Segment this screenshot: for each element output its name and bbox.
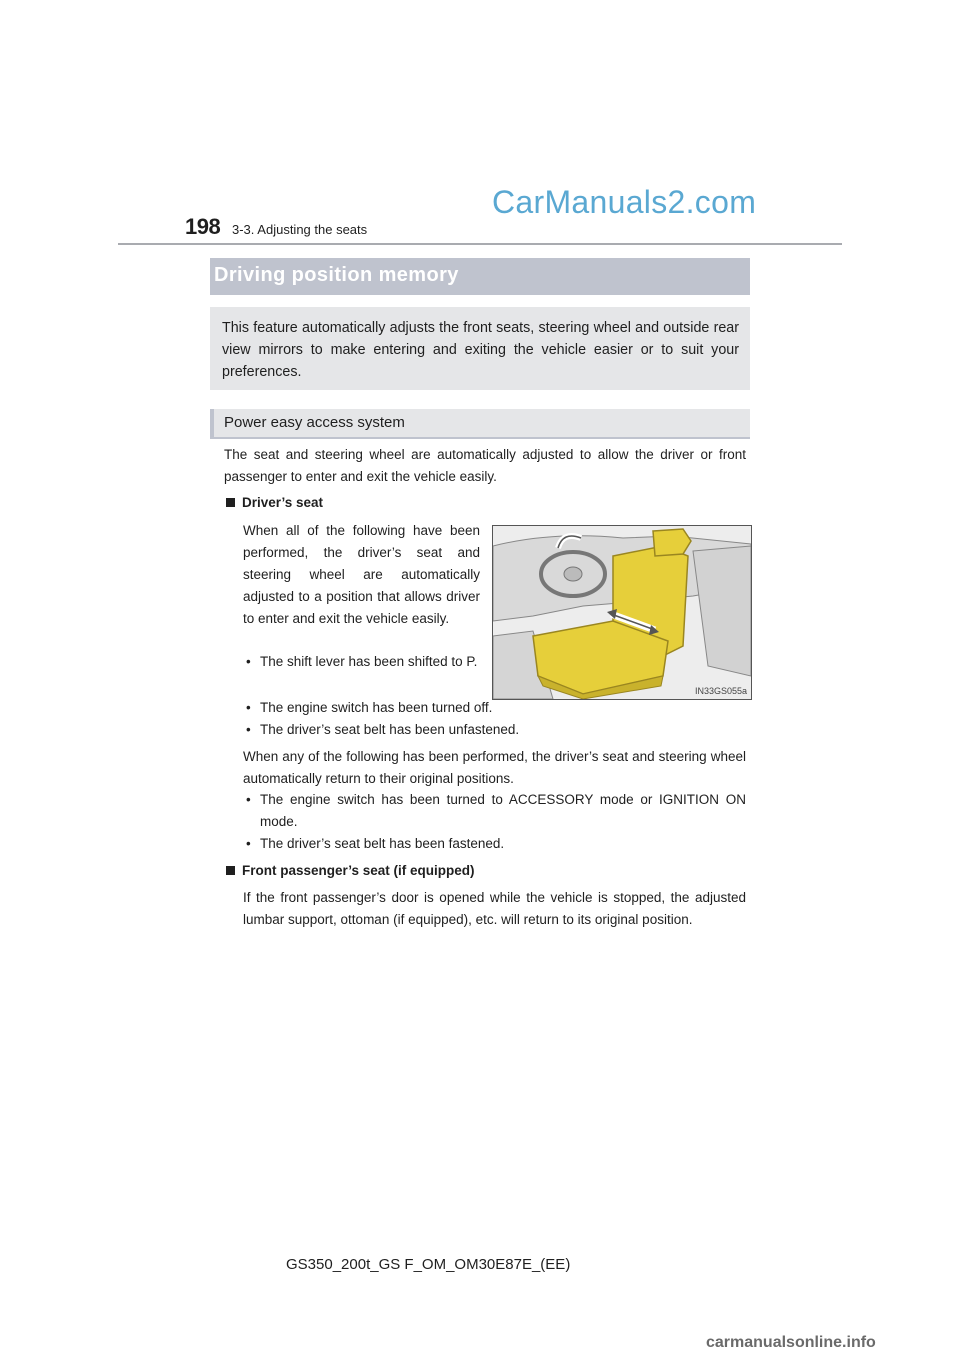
passenger-seat-heading [226,863,475,878]
bullet-dot-icon: • [246,700,251,715]
header-divider [118,243,842,245]
return-condition-text: The driver’s seat belt has been fastened. [260,836,505,851]
section-label: 3-3. Adjusting the seats [232,222,368,237]
seat-drawing [493,526,751,699]
intro-text: This feature automatically adjusts the front seats, steering wheel and outside rear view mirrors to make entering and exiting the vehicle easier or to suit your preferences. [222,320,739,380]
return-condition-text: The engine switch has been turned to ACCESSORY mode or IGNITION ON mode. [260,792,746,829]
list-item [246,697,740,719]
list-item [246,719,740,741]
list-item [246,789,746,833]
condition-text: The shift lever has been shifted to P. [260,654,478,669]
seat-illustration [492,525,752,700]
drivers-seat-heading [226,495,323,510]
title-bar [210,258,750,295]
square-bullet-icon [226,498,235,507]
condition-text: The engine switch has been turned off. [260,700,493,715]
condition-text: The driver’s seat belt has been unfastened. [260,722,520,737]
footer-doc-code: GS350_200t_GS F_OM_OM30E87E_(EE) [286,1256,571,1273]
drivers-seat-heading-text: Driver’s seat [242,495,324,510]
page-title: Driving position memory [214,264,459,286]
subheading-accent [210,409,214,439]
watermark-top[interactable]: CarManuals2.com [492,184,757,220]
subheading-bar [210,409,750,439]
intro-box [210,307,750,390]
return-paragraph: When any of the following has been performed, the driver’s seat and steering wheel automatically return to their original positions. [243,749,746,786]
list-item [246,833,746,855]
passenger-seat-heading-text: Front passenger’s seat (if equipped) [242,863,475,878]
subheading-text: Power easy access system [224,414,405,431]
lead-paragraph: The seat and steering wheel are automatically adjusted to allow the driver or front passenger to enter and exit the vehicle easily. [224,447,746,484]
watermark-bottom[interactable]: carmanualsonline.info [706,1334,876,1351]
bullet-dot-icon: • [246,836,251,851]
figure-code: IN33GS055a [694,686,747,696]
drivers-seat-text: When all of the following have been performed, the driver’s seat and steering wheel are automatically adjusted to a position that allows driver to enter and exit the vehicle easily. [243,523,480,626]
square-bullet-icon [226,866,235,875]
list-item [246,651,480,673]
bullet-dot-icon: • [246,792,251,807]
passenger-seat-text: If the front passenger’s door is opened while the vehicle is stopped, the adjusted lumbar support, ottoman (if equipped), etc. will return to its original position. [243,890,746,927]
bullet-dot-icon: • [246,722,251,737]
bullet-dot-icon: • [246,654,251,669]
page-number: 198 [185,214,221,239]
